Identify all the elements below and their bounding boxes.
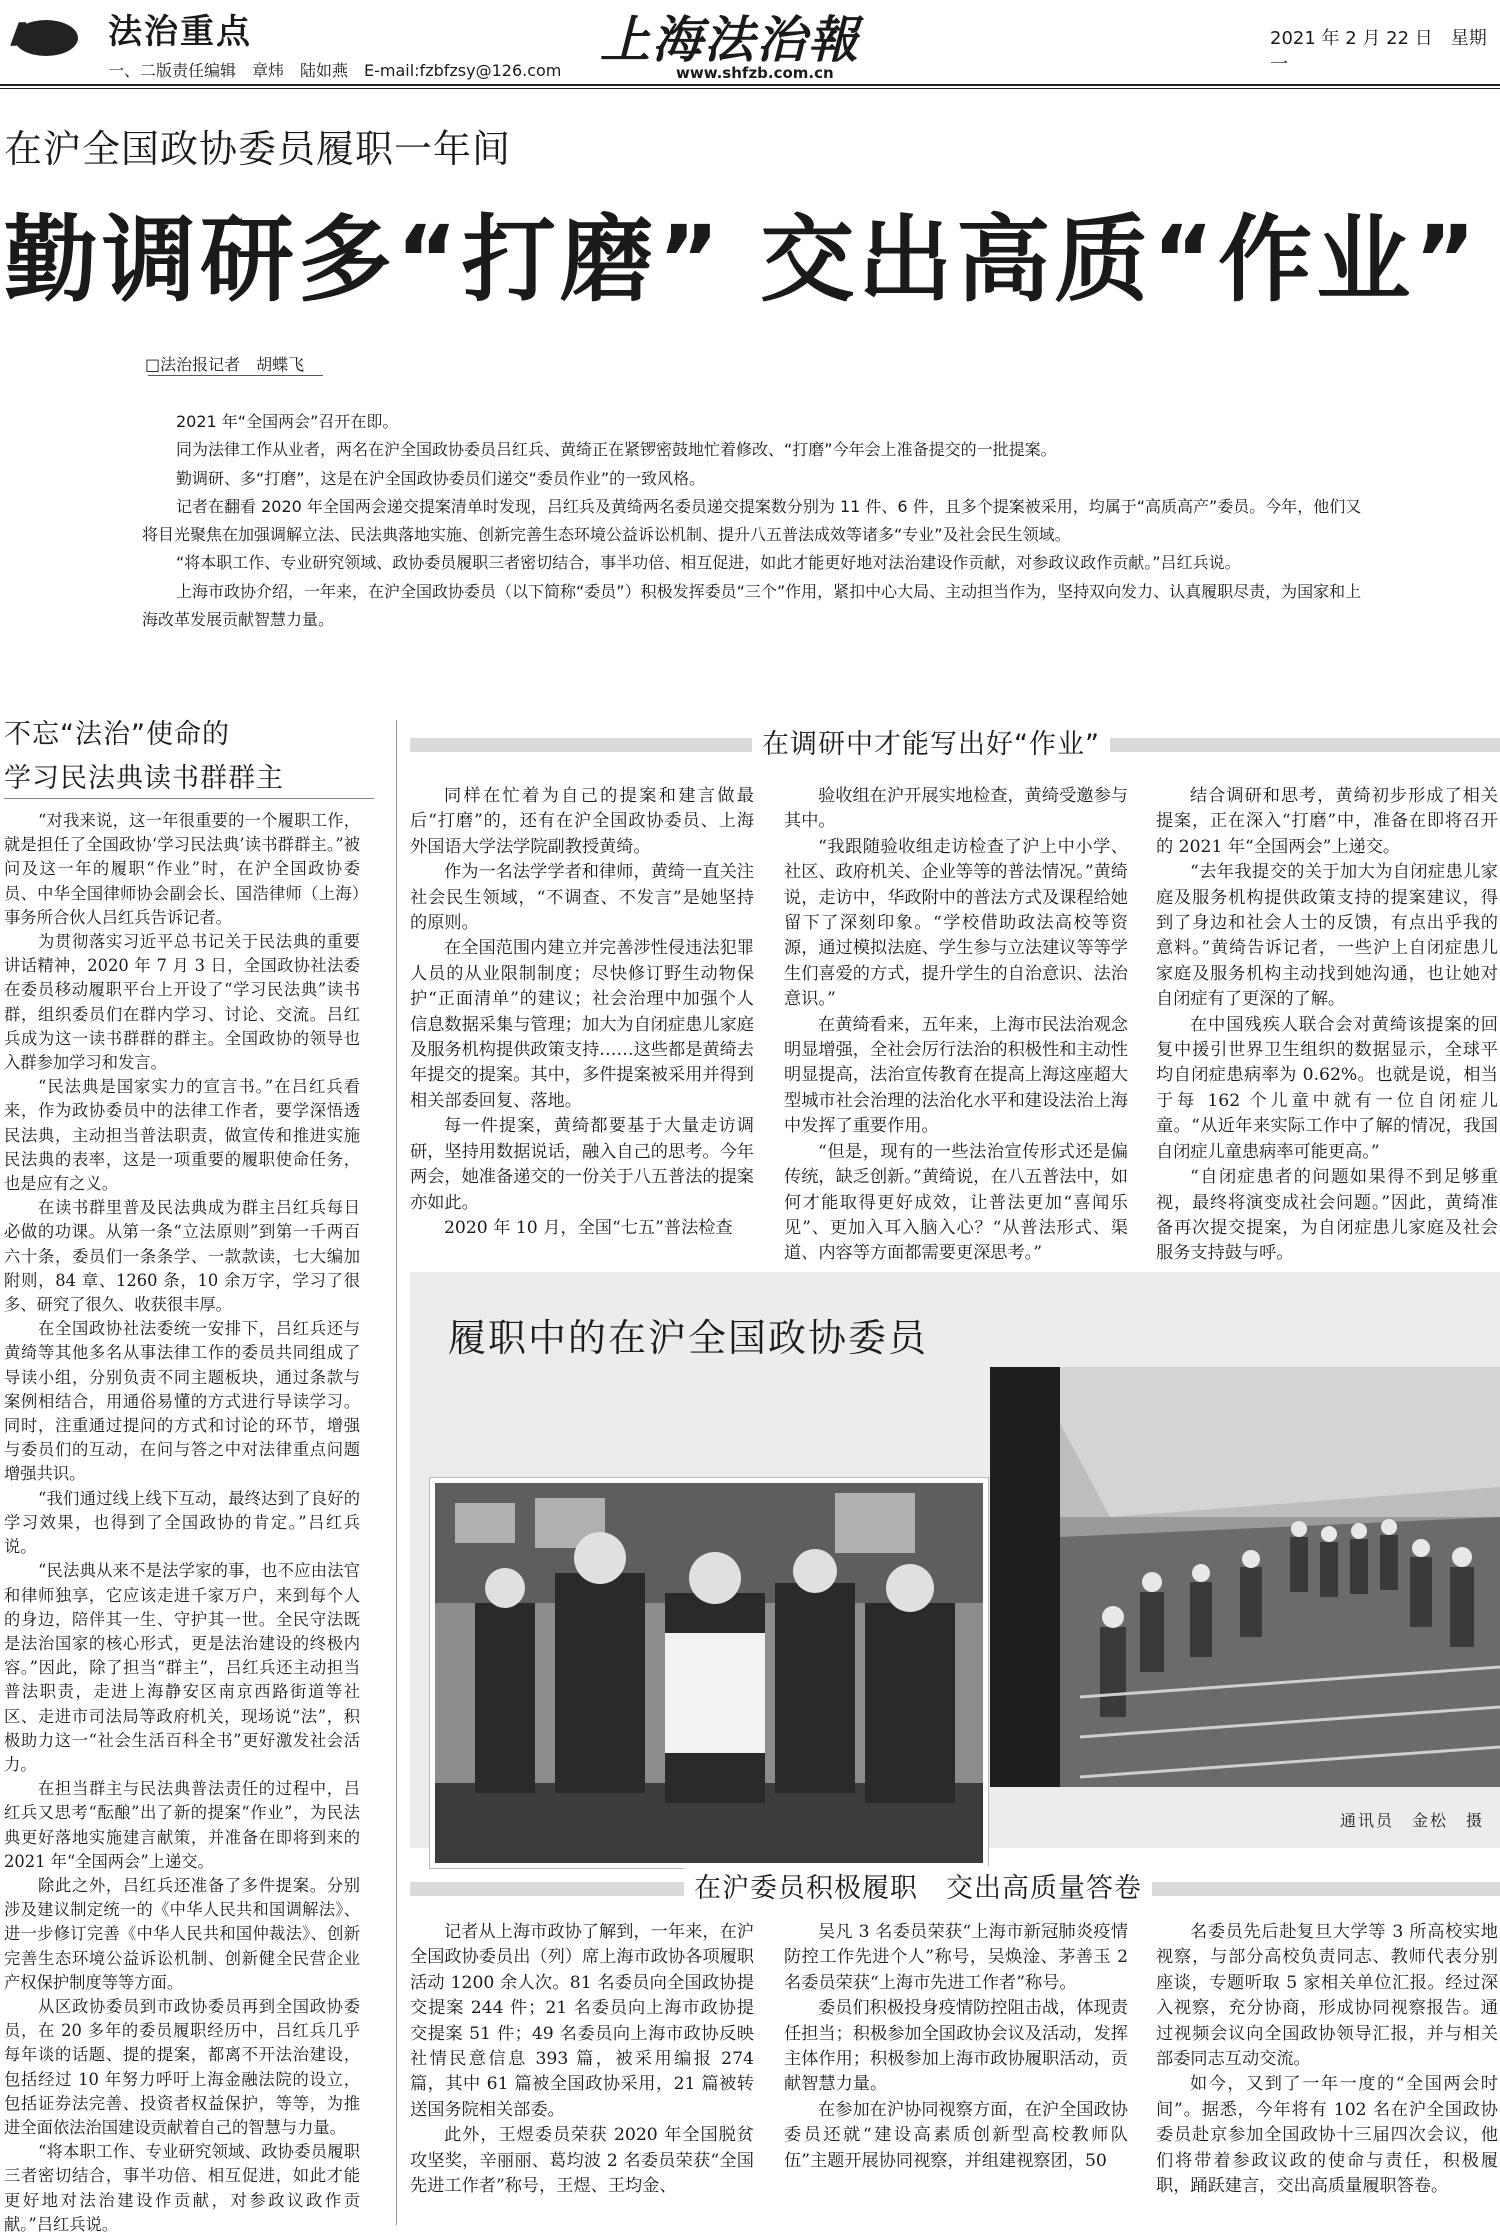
- column-separator: [396, 720, 397, 2225]
- header-rule-thin: [0, 88, 1500, 89]
- paragraph: “民法典从来不是法学家的事，也不应由法官和律师独享，它应该走进千家万户，来到每个人的身边，陪伴其一生、守护其一世。全民守法既是法治国家的核心形式，更是法治建设的终极内容。”因此，除了担当“群主”，吕红兵还主动担当普法职责，走进上海静安区南京西路街道等社区、走进市司法局等政府机关，现场说“法”，积极助力这一“社会生活百科全书”更好激发社会活力。: [4, 1561, 360, 1774]
- header-rule: [0, 84, 1500, 86]
- bottom-column-1: [410, 1920, 754, 2199]
- page-label: A2: [10, 16, 58, 54]
- byline-rule: [148, 375, 323, 376]
- photo-feature-title: 履职中的在沪全国政协委员: [448, 1316, 929, 1360]
- bottom-column-3: [1156, 1920, 1498, 2199]
- paragraph: 吴凡 3 名委员荣获“上海市新冠肺炎疫情防控工作先进个人”称号，吴焕淦、茅善玉 2 名委员荣获“上海市先进工作者”称号。: [784, 1922, 1128, 1993]
- left-section-rule: [4, 798, 374, 799]
- paragraph: 同样在忙着为自己的提案和建言做最后“打磨”的，还有在沪全国政协委员、上海外国语大学法学院副教授黄绮。: [410, 786, 754, 857]
- lead-paragraph: 记者在翻看 2020 年全国两会递交提案清单时发现，吕红兵及黄绮两名委员递交提案数分别为 11 件、6 件，且多个提案被采用，均属于“高质高产”委员。今年，他们又将目光聚焦在加强调解立法、民法典落地实施、创新完善生态环境公益诉讼机制、提升八五普法成效等诸多“专业”及社会民生领域。: [142, 496, 1362, 545]
- middle-column-2: [784, 784, 1128, 1267]
- bottom-section-title: 在沪委员积极履职 交出高质量答卷: [684, 1866, 1152, 1905]
- article-headline: 勤调研多“打磨” 交出高质“作业”: [4, 206, 1480, 315]
- photo-inspection-image: [435, 1483, 983, 1863]
- page-number-badge: [2, 8, 80, 58]
- lead-paragraph: “将本职工作、专业研究领域、政协委员履职三者密切结合，事半功倍、相互促进，如此才能更好地对法治建设作贡献，对参政议政作贡献。”吕红兵说。: [176, 553, 1241, 573]
- paragraph: “将本职工作、专业研究领域、政协委员履职三者密切结合，事半功倍、相互促进，如此才能更好地对法治建设作贡献，对参政议政作贡献。”吕红兵说。: [4, 2142, 360, 2234]
- paragraph: 在全国政协社法委统一安排下，吕红兵还与黄绮等其他多名从事法律工作的委员共同组成了导读小组，分别负责不同主题板块，通过条款与案例相结合，用通俗易懂的方式进行导读学习。同时，注重通过提问的方式和讨论的环节，增强与委员们的互动，在问与答之中对法律重点问题增强共识。: [4, 1319, 360, 1484]
- editors-line: 一、二版责任编辑 章炜 陆如燕 E-mail:fzbfzsy@126.com: [108, 61, 562, 80]
- issue-date: 2021 年 2 月 22 日 星期一: [1270, 28, 1487, 75]
- paragraph: 验收组在沪开展实地检查，黄绮受邀参与其中。: [784, 786, 1128, 832]
- paragraph: “对我来说，这一年很重要的一个履职工作，就是担任了全国政协‘学习民法典’读书群群主。”被问及这一年的履职“作业”时，在沪全国政协委员、中华全国律师协会副会长、国浩律师（上海）事务所合伙人吕红兵告诉记者。: [4, 811, 360, 927]
- section-title: 法治重点: [108, 12, 252, 52]
- lead-paragraph: 勤调研、多“打磨”，这是在沪全国政协委员们递交“委员作业”的一致风格。: [176, 468, 706, 488]
- article-kicker: 在沪全国政协委员履职一年间: [4, 127, 512, 171]
- paragraph: “我们通过线上线下互动，最终达到了良好的学习效果，也得到了全国政协的肯定。”吕红兵说。: [4, 1488, 360, 1557]
- middle-column-3: [1156, 784, 1498, 1267]
- lead-paragraphs: [142, 408, 1368, 634]
- paragraph: “民法典是国家实力的宣言书。”在吕红兵看来，作为政协委员中的法律工作者，要学深悟透民法典，主动担当普法职责，做宣传和推进实施民法典的表率，这是一项重要的履职使命任务，也是应有之义。: [4, 1077, 360, 1194]
- lead-paragraph: 同为法律工作从业者，两名在沪全国政协委员吕红兵、黄绮正在紧锣密鼓地忙着修改、“打磨”今年会上准备提交的一批提案。: [176, 440, 1057, 460]
- paragraph: 结合调研和思考，黄绮初步形成了相关提案，正在深入“打磨”中，准备在即将召开的 2021 年“全国两会”上递交。: [1156, 786, 1498, 857]
- paragraph: 记者从上海市政协了解到，一年来，在沪全国政协委员出（列）席上海市政协各项履职活动 1200 余人次。81 名委员向全国政协提交提案 244 件；21 名委员向上海市政协提交提案 51 件；49 名委员向上海市政协反映社情民意信息 393 篇，被采用编报 274 篇，其中 61 篇被全国政协采用，21 篇被转送国务院相关部委。: [410, 1922, 754, 2120]
- newspaper-masthead: 上海法治報: [600, 10, 860, 69]
- byline: □法治报记者 胡蝶飞: [145, 355, 305, 374]
- photo-meeting-room-image: [990, 1367, 1500, 1787]
- paragraph: “去年我提交的关于加大为自闭症患儿家庭及服务机构提供政策支持的提案建议，得到了身边和社会人士的反馈，有点出乎我的意料。”黄绮告诉记者，一些沪上自闭症患儿家庭及服务机构主动找到她沟通，也让她对自闭症有了更深的了解。: [1156, 862, 1498, 1010]
- paragraph: 委员们积极投身疫情防控阻击战，体现责任担当；积极参加全国政协会议及活动，发挥主体作用；积极参加上海市政协履职活动，贡献智慧力量。: [784, 1998, 1128, 2095]
- left-section-title-line1: 不忘“法治”使命的: [4, 719, 230, 750]
- bottom-column-2: [784, 1920, 1128, 2174]
- left-column: [4, 809, 360, 2237]
- paragraph: 如今，又到了一年一度的“全国两会时间”。据悉，今年将有 102 名在沪全国政协委员赴京参加全国政协十三届四次会议，他们将带着参政议政的使命与责任，积极履职，踊跃建言，交出高质量履职答卷。: [1156, 2074, 1498, 2197]
- lead-paragraph: 2021 年“全国两会”召开在即。: [176, 412, 399, 431]
- middle-section-title: 在调研中才能写出好“作业”: [752, 722, 1110, 761]
- paragraph: “我跟随验收组走访检查了沪上中小学、社区、政府机关、企业等等的普法情况。”黄绮说，走访中，华政附中的普法方式及课程给她留下了深刻印象。“学校借助政法高校等资源，通过模拟法庭、学生参与立法建议等等学生们喜爱的方式，提升学生的自治意识、法治意识。”: [784, 836, 1128, 1010]
- left-section-title-line2: 学习民法典读书群群主: [4, 763, 284, 794]
- paragraph: 除此之外，吕红兵还准备了多件提案。分别涉及建议制定统一的《中华人民共和国调解法》、进一步修订完善《中华人民共和国仲裁法》、创新完善生态环境公益诉讼机制、创新健全民营企业产权保护制度等等方面。: [4, 1875, 360, 1992]
- paragraph: 在担当群主与民法典普法责任的过程中，吕红兵又思考“酝酿”出了新的提案“作业”，为民法典更好落地实施建言献策，并准备在即将到来的 2021 年“全国两会”上递交。: [4, 1779, 360, 1871]
- paragraph: 作为一名法学学者和律师，黄绮一直关注社会民生领域，“不调查、不发言”是她坚持的原则。: [410, 862, 754, 934]
- paragraph: “自闭症患者的问题如果得不到足够重视，最终将演变成社会问题。”因此，黄绮准备再次提交提案，为自闭症患儿家庭及社会服务支持鼓与呼。: [1156, 1167, 1498, 1264]
- paragraph: 每一件提案，黄绮都要基于大量走访调研，坚持用数据说话，融入自己的思考。今年两会，她准备递交的一份关于八五普法的提案亦如此。: [410, 1116, 754, 1213]
- paragraph: 在参加在沪协同视察方面，在沪全国政协委员还就“建设高素质创新型高校教师队伍”主题开展协同视察，并组建视察团，50: [784, 2099, 1128, 2171]
- middle-column-1: [410, 784, 754, 1241]
- paragraph: 在全国范围内建立并完善涉性侵违法犯罪人员的从业限制制度；尽快修订野生动物保护“正面清单”的建议；社会治理中加强个人信息数据采集与管理；加大为自闭症患儿家庭及服务机构提供政策支持……这些都是黄绮去年提交的提案。其中，多件提案被采用并得到相关部委回复、落地。: [410, 938, 754, 1111]
- paragraph: 为贯彻落实习近平总书记关于民法典的重要讲话精神，2020 年 7 月 3 日，全国政协社法委在委员移动履职平台上开设了“学习民法典”读书群，组织委员们在群内学习、讨论、交流。吕红兵成为这一读书群群的群主。全国政协的领导也入群参加学习和发言。: [4, 932, 360, 1073]
- photo-meeting-room: [990, 1367, 1500, 1787]
- paragraph: “但是，现有的一些法治宣传形式还是偏传统，缺乏创新。”黄绮说，在八五普法中，如何才能取得更好成效，让普法更加“喜闻乐见”、更加入耳入脑入心？“从普法形式、渠道、内容等方面都需要更深思考。”: [784, 1141, 1128, 1264]
- photo-credit: 通讯员 金松 摄: [1340, 1811, 1485, 1830]
- paragraph: 在读书群里普及民法典成为群主吕红兵每日必做的功课。从第一条“立法原则”到第一千两百六十条，委员们一条条学、一款款读，七大编加附则，84 章、1260 条，10 余万字，学习了很多、研究了很久、收获很丰厚。: [4, 1198, 360, 1315]
- site-url: www.shfzb.com.cn: [676, 64, 834, 82]
- page-badge-icon: [2, 8, 80, 58]
- photo-inspection: [430, 1478, 988, 1868]
- paragraph: 在黄绮看来，五年来，上海市民法治观念明显增强，全社会厉行法治的积极性和主动性明显提高，法治宣传教育在提高上海这座超大型城市社会治理的法治化水平和建设法治上海中发挥了重要作用。: [784, 1014, 1128, 1137]
- paragraph: 在中国残疾人联合会对黄绮该提案的回复中援引世界卫生组织的数据显示，全球平均自闭症患病率为 0.62%。也就是说，相当于每 162 个儿童中就有一位自闭症儿童。“从近年来实际工作中了解的情况，我国自闭症儿童患病率可能更高。”: [1156, 1014, 1498, 1162]
- paragraph: 名委员先后赴复旦大学等 3 所高校实地视察，与部分高校负责同志、教师代表分别座谈，专题听取 5 家相关单位汇报。经过深入视察，充分协商，形成协同视察报告。通过视频会议向全国政协领导汇报，并与相关部委同志互动交流。: [1156, 1922, 1498, 2070]
- lead-paragraph: 上海市政协介绍，一年来，在沪全国政协委员（以下简称“委员”）积极发挥委员“三个”作用，紧扣中心大局、主动担当作为，坚持双向发力、认真履职尽责，为国家和上海改革发展贡献智慧力量。: [142, 581, 1362, 630]
- paragraph: 从区政协委员到市政协委员再到全国政协委员，在 20 多年的委员履职经历中，吕红兵几乎每年谈的话题、提的提案，都离不开法治建设，包括经过 10 年努力呼吁上海金融法院的设立，包括证券法完善、投资者权益保护，等等，为推进全面依法治国建设贡献着自己的智慧与力量。: [4, 1996, 360, 2137]
- paragraph: 此外，王煜委员荣获 2020 年全国脱贫攻坚奖，辛丽丽、葛均波 2 名委员荣获“全国先进工作者”称号，王煜、王均金、: [410, 2125, 754, 2197]
- paragraph: 2020 年 10 月，全国“七五”普法检查: [444, 1217, 733, 1238]
